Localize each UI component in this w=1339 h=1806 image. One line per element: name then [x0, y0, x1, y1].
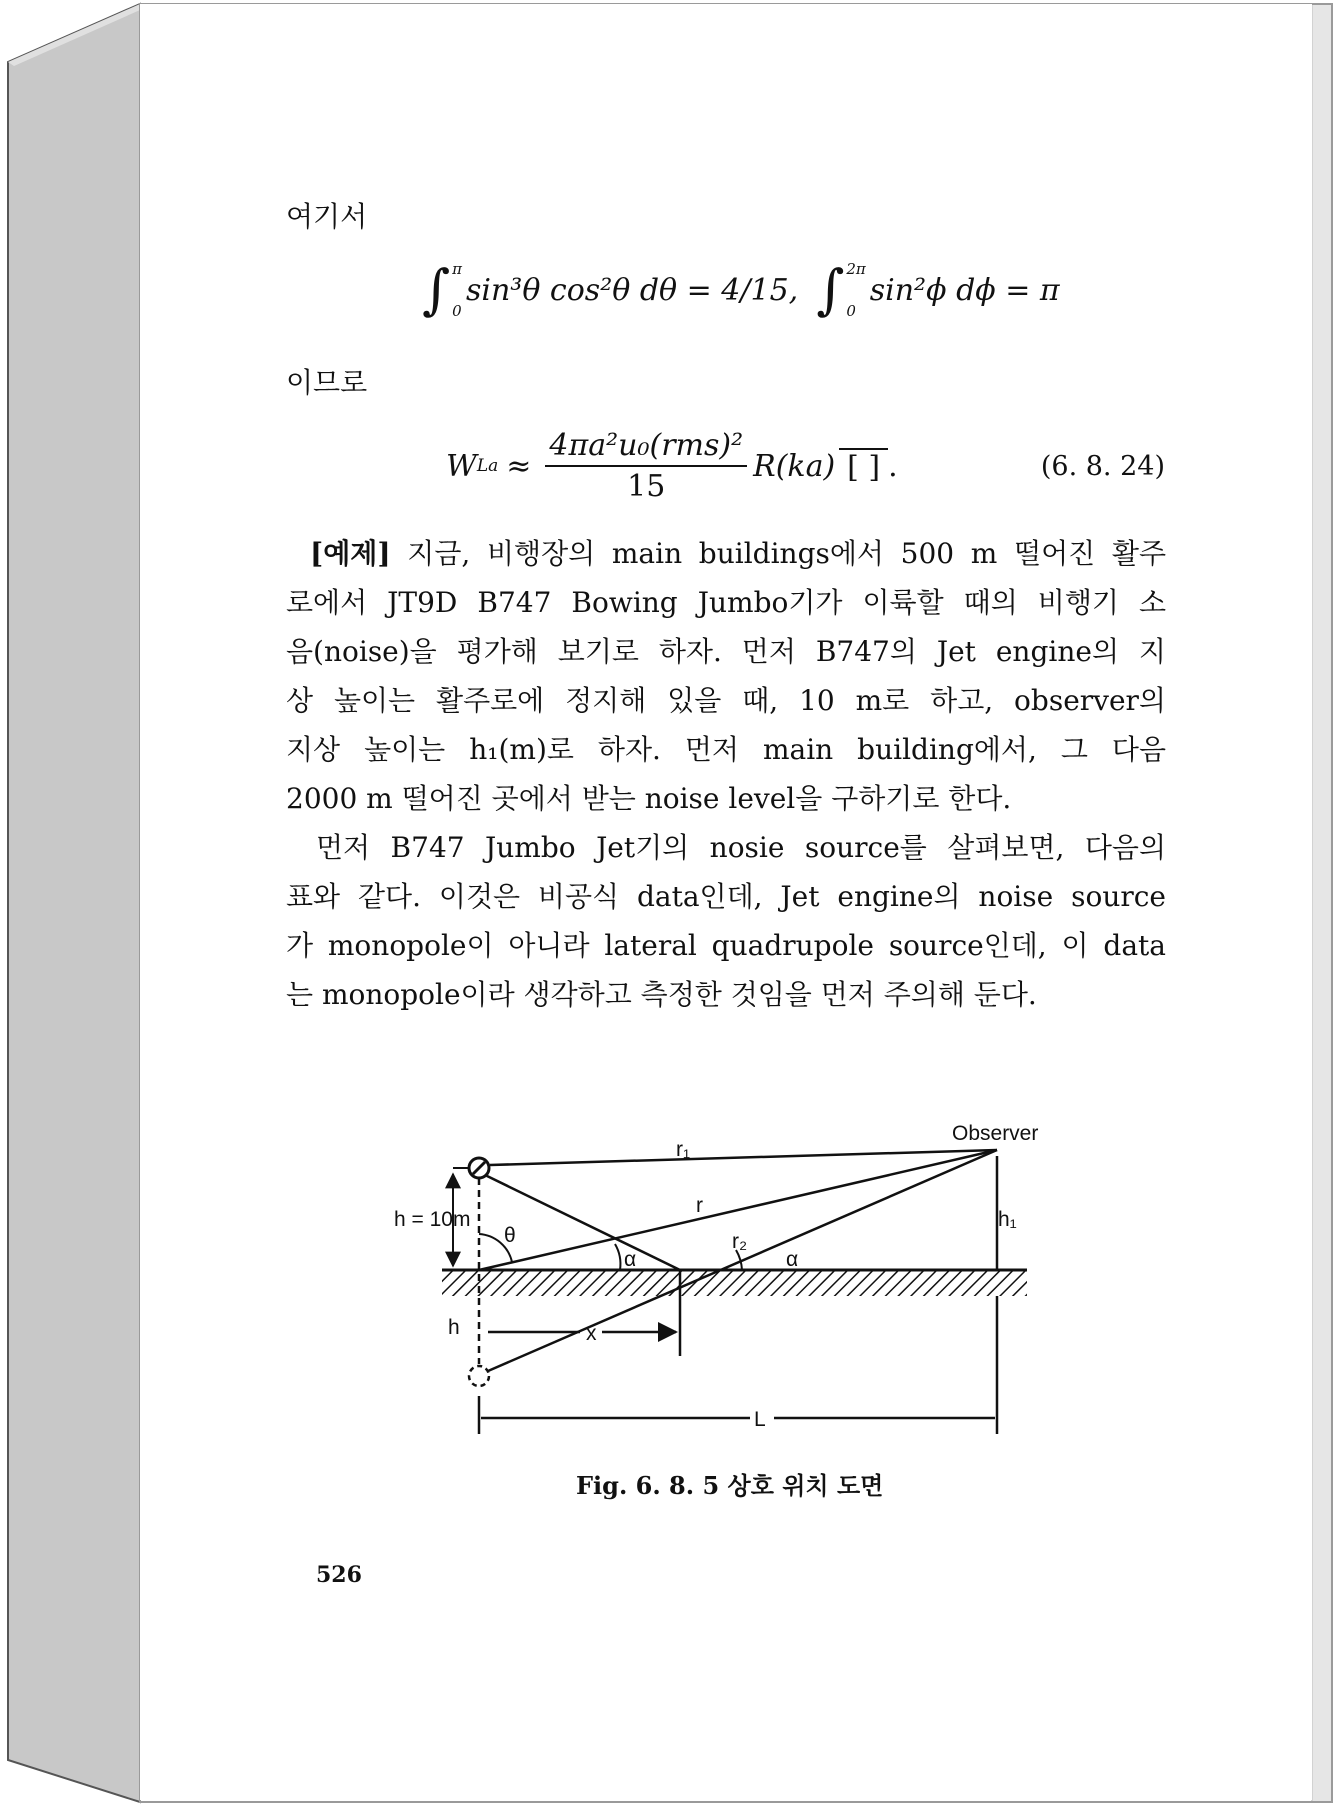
alpha-arc-2 — [736, 1250, 742, 1270]
label-r2: r₂ — [732, 1230, 748, 1253]
paragraph1-line: 지상 높이는 h₁(m)로 하자. 먼저 main building에서, 그 다음 — [286, 733, 1166, 766]
book-page — [140, 4, 1312, 1800]
fraction-denominator: 15 — [627, 469, 666, 504]
position-diagram — [140, 4, 1312, 1800]
label-theta: θ — [504, 1224, 516, 1247]
label-r1: r₁ — [676, 1138, 691, 1161]
approx-sign: ≈ — [506, 448, 532, 484]
label-h1: h₁ — [998, 1208, 1017, 1231]
formula-tail: R(ka) — [753, 448, 836, 484]
label-alpha-2: α — [786, 1248, 799, 1271]
integral-body: sin³θ cos²θ dθ = 4/15, — [466, 272, 799, 308]
paragraph2-line: 먼저 B747 Jumbo Jet기의 nosie source를 살펴보면, 다음의 — [316, 831, 1166, 864]
page-number: 526 — [316, 1562, 362, 1588]
label-L: L — [754, 1408, 766, 1431]
formula-end: . — [888, 448, 898, 484]
image-source-point — [469, 1366, 489, 1386]
label-h: h — [448, 1316, 460, 1339]
integral-sign-2: ∫ — [816, 258, 845, 321]
label-x: x — [586, 1322, 597, 1345]
label-r: r — [696, 1194, 703, 1217]
paragraph1-line: 음(noise)을 평가해 보기로 하자. 먼저 B747의 Jet engine의 지 — [286, 635, 1166, 668]
paragraph1-line: 2000 m 떨어진 곳에서 받는 noise level을 구하기로 한다. — [286, 782, 1012, 815]
intro-word: 여기서 — [286, 200, 368, 233]
integral-upper-limit: π — [452, 260, 462, 278]
paragraph2-line: 가 monopole이 아니라 lateral quadrupole source인데, 이 data — [286, 929, 1166, 962]
fraction-numerator: 4πa²u₀(rms)² — [545, 428, 747, 467]
figure-caption: Fig. 6. 8. 5 상호 위치 도면 — [576, 1471, 884, 1500]
integral-sign: ∫ — [422, 258, 451, 321]
paragraph2-line: 표와 같다. 이것은 비공식 data인데, Jet engine의 noise source — [286, 880, 1166, 913]
formula-lhs: W — [446, 448, 477, 484]
ray-r2 — [488, 1150, 997, 1371]
label-h10: h = 10m — [394, 1208, 471, 1231]
ray-reflected-in — [485, 1175, 680, 1270]
integral-lower-limit: 0 — [452, 302, 462, 320]
integral2-body: sin²ϕ dϕ = π — [869, 272, 1060, 308]
ground-hatch — [442, 1270, 1027, 1296]
equation-number: (6. 8. 24) — [1040, 451, 1165, 482]
integral2-upper-limit: 2π — [846, 260, 866, 278]
therefore-word: 이므로 — [286, 366, 368, 399]
paragraph1-line: 상 높이는 활주로에 정지해 있을 때, 10 m로 하고, observer의 — [286, 684, 1166, 717]
formula-lhs-subscript: La — [476, 456, 499, 476]
paragraph1-line: 로에서 JT9D B747 Bowing Jumbo기가 이륙할 때의 비행기 소 — [286, 586, 1166, 619]
example-label: [예제] — [310, 537, 391, 570]
ray-r1 — [490, 1150, 997, 1165]
formula-bracket: [ ] — [839, 448, 888, 485]
alpha-arc-1 — [615, 1244, 620, 1270]
paragraph1-line: 지금, 비행장의 main buildings에서 500 m 떨어진 활주 — [407, 537, 1166, 570]
label-alpha-1: α — [624, 1248, 637, 1271]
paragraph2-line: 는 monopole이라 생각하고 측정한 것임을 먼저 주의해 둔다. — [286, 978, 1037, 1011]
integral2-lower-limit: 0 — [846, 302, 856, 320]
label-observer: Observer — [952, 1122, 1039, 1145]
